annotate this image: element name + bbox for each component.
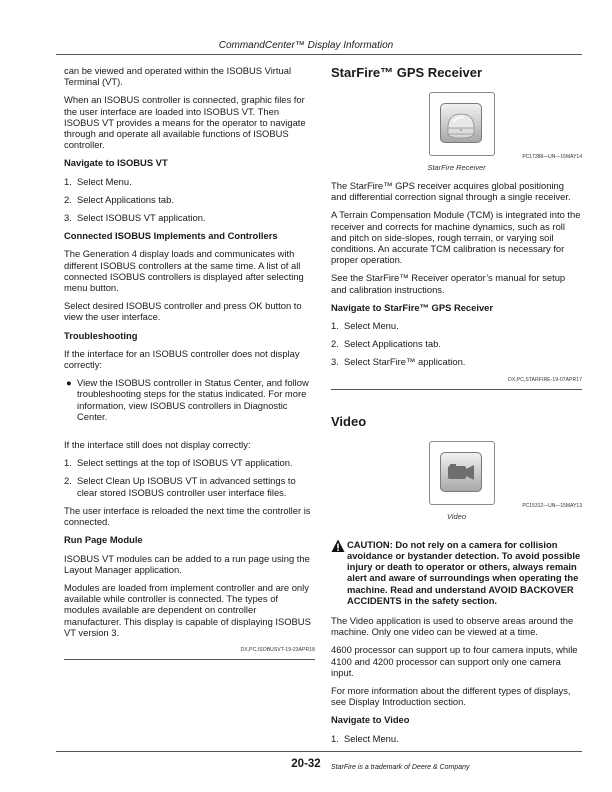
bullet-text: View the ISOBUS controller in Status Center, and follow troubleshooting steps for the status indicated. For more information, view ISOBUS controllers in Diagnostic Center. <box>77 377 309 422</box>
step-text: Select Menu. <box>344 320 399 332</box>
connected-controllers-select-text: Select desired ISOBUS controller and press OK button to view the user interface. <box>64 300 302 323</box>
bullet-dot: ● <box>66 377 72 389</box>
starfire-figure-frame <box>429 92 495 156</box>
isobus-intro-continued: can be viewed and operated within the ISOBUS Virtual Terminal (VT). <box>64 65 292 88</box>
section-divider <box>331 389 582 390</box>
right-column <box>331 65 582 773</box>
navigate-starfire-steps <box>331 320 582 368</box>
step-item <box>331 356 582 367</box>
starfire-figure-caption: StarFire Receiver <box>427 163 486 172</box>
step-number: 3. <box>331 356 339 368</box>
step-number: 1. <box>331 732 339 744</box>
isobus-doc-reference: DX,PC,ISOBUSVT-19-23APR18 <box>240 646 315 653</box>
step-number: 1. <box>331 320 339 332</box>
step-item <box>331 733 582 744</box>
step-item <box>331 338 582 349</box>
connected-controllers-heading: Connected ISOBUS Implements and Controllers <box>64 230 278 242</box>
starfire-tcm-text: A Terrain Compensation Module (TCM) is integrated into the receiver and corrects for machine dynamics, such as roll and pitch on side-slopes, rough terrain, or varying soil conditions. An accurate TCM calibration is necessary for proper operation. <box>331 209 581 266</box>
step-item <box>64 194 315 205</box>
troubleshooting-still-text: If the interface still does not display correctly: <box>64 439 251 451</box>
step-item <box>64 212 315 223</box>
starfire-description: The StarFire™ GPS receiver acquires global positioning and differential correction signal through a single receiver. <box>331 180 571 203</box>
gps-receiver-icon <box>440 103 482 143</box>
video-section-title: Video <box>331 413 367 429</box>
starfire-doc-reference: DX,PC,STARFIRE-19-07APR17 <box>508 376 582 383</box>
video-more-info: For more information about the different types of displays, see Display Introduction section. <box>331 685 571 708</box>
step-text: Select StarFire™ application. <box>344 356 466 368</box>
step-item <box>64 475 315 497</box>
left-column <box>64 65 315 660</box>
video-camera-icon <box>440 452 482 492</box>
caution-notice <box>331 539 582 606</box>
video-figure-caption: Video <box>446 511 467 521</box>
step-item <box>64 176 315 187</box>
page-number: 20-32 <box>291 758 321 770</box>
starfire-figure-reference: PC17388—UN—15MAY14 <box>522 154 582 160</box>
trademark-footnote: StarFire is a trademark of Deere & Company <box>331 763 470 771</box>
step-number: 2. <box>64 475 72 487</box>
step-number: 2. <box>331 338 339 350</box>
troubleshooting-heading: Troubleshooting <box>64 329 138 341</box>
troubleshooting-steps <box>64 457 315 498</box>
step-text: Select Menu. <box>344 732 399 744</box>
step-text: Select ISOBUS VT application. <box>77 212 206 224</box>
step-item <box>331 320 582 331</box>
video-processor-support: 4600 processor can support up to four camera inputs, while 4100 and 4200 processor can support only one camera input. <box>331 644 578 678</box>
bullet-item <box>64 377 315 422</box>
isobus-intro: When an ISOBUS controller is connected, graphic files for the user interface are loaded into ISOBUS VT. Then ISOBUS VT provides a means for the operator to navigate through and operate all available functions of ISOBUS controller. <box>64 94 306 151</box>
navigate-isobus-steps <box>64 176 315 224</box>
run-page-modules-availability-text: Modules are loaded from implement controller and are only available while controller is connected. The types of modules available are dependent on controller manufacturer. This display is capable of displaying ISOBUS VT version 3. <box>64 581 311 638</box>
navigate-video-steps <box>331 733 582 744</box>
step-number: 3. <box>64 212 72 224</box>
video-figure-frame <box>429 441 495 505</box>
starfire-manual-reference: See the StarFire™ Receiver operator’s manual for setup and calibration instructions. <box>331 272 566 295</box>
step-text: Select Applications tab. <box>344 338 441 350</box>
step-number: 1. <box>64 457 72 469</box>
step-text: Select settings at the top of ISOBUS VT application. <box>77 457 293 469</box>
caution-text: CAUTION: Do not rely on a camera for collision avoidance or bystander detection. To avoid possible injury or death to operator or others, always remain alert and aware of surroundings when operating the machine. Read and understand AVOID BACKOVER ACCIDENTS in the safety section. <box>347 538 581 606</box>
video-figure-reference: PC15312—UN—15MAY13 <box>522 502 582 509</box>
warning-triangle-icon <box>331 539 345 553</box>
starfire-figure <box>331 92 582 180</box>
troubleshooting-bullets <box>64 377 315 422</box>
video-figure <box>331 441 582 529</box>
header-divider <box>56 54 582 55</box>
video-description: The Video application is used to observe areas around the machine. Only one video can be viewed at a time. <box>331 615 574 638</box>
navigate-video-heading: Navigate to Video <box>331 714 410 726</box>
run-page-module-heading: Run Page Module <box>64 534 143 546</box>
troubleshooting-reload-text: The user interface is reloaded the next time the controller is connected. <box>64 504 311 528</box>
section-divider <box>64 659 315 660</box>
step-text: Select Clean Up ISOBUS VT in advanced settings to clear stored ISOBUS controller user interface files. <box>77 475 296 498</box>
starfire-section-title: StarFire™ GPS Receiver <box>331 65 483 80</box>
step-number: 2. <box>64 193 72 205</box>
footer-divider <box>56 751 582 752</box>
connected-controllers-text: The Generation 4 display loads and communicates with different ISOBUS controllers at the same time. A list of all connected ISOBUS controllers is displayed after selecting menu button. <box>64 248 304 294</box>
navigate-starfire-heading: Navigate to StarFire™ GPS Receiver <box>331 301 494 313</box>
step-item <box>64 457 315 468</box>
step-number: 1. <box>64 175 72 187</box>
page-header: CommandCenter™ Display Information <box>218 40 394 51</box>
navigate-isobus-heading: Navigate to ISOBUS VT <box>64 157 168 169</box>
run-page-module-text: ISOBUS VT modules can be added to a run page using the Layout Manager application. <box>64 552 310 575</box>
step-text: Select Applications tab. <box>77 193 174 205</box>
step-text: Select Menu. <box>77 175 132 187</box>
troubleshooting-intro: If the interface for an ISOBUS controller does not display correctly: <box>64 347 300 371</box>
